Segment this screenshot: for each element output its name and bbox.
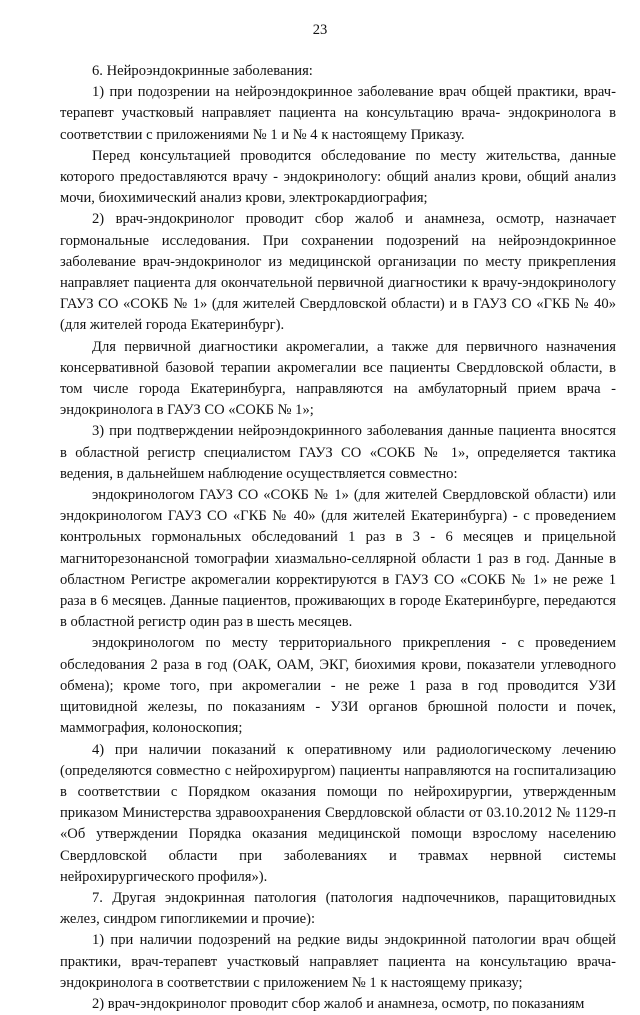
paragraph: Перед консультацией проводится обследование по месту жительства, данные которого предоставляются врачу - эндокринологу: общий анализ крови, общий анализ мочи, биохимический анализ крови, электрокардиография; [60, 147, 616, 207]
paragraph: эндокринологом по месту территориального прикрепления - с проведением обследования 2 раза в год (ОАК, ОАМ, ЭКГ, биохимия крови, показатели углеводного обмена); кроме того, при акромегалии - не реже 1 раза в год проводится УЗИ щитовидной железы, по показаниям - УЗИ органов брюшной полости и почек, маммография, колоноскопия; [60, 635, 616, 737]
paragraph: эндокринологом ГАУЗ СО «СОКБ № 1» (для жителей Свердловской области) или эндокринологом ГАУЗ СО «ГКБ № 40» (для жителей Екатеринбурга) - с проведением контрольных гормональных обследований 1 раз в 3 - 6 месяцев и прицельной магниторезонансной томографии хиазмально-селлярной области 1 раз в год. Данные в областном Регистре акромегалии корректируются в ГАУЗ СО «СОКБ № 1» не реже 1 раза в 6 месяцев. Данные пациентов, проживающих в городе Екатеринбурге, передаются в областной регистр один раз в шесть месяцев. [60, 487, 616, 631]
page-number: 23 [312, 22, 328, 38]
paragraph: Для первичной диагностики акромегалии, а также для первичного назначения консервативной базовой терапии акромегалии все пациенты Свердловской области, в том числе города Екатеринбурга, направляются на амбулаторный прием врача - эндокринолога в ГАУЗ СО «СОКБ № 1»; [60, 338, 616, 419]
paragraph: 7. Другая эндокринная патология (патология надпочечников, паращитовидных желез, синдром гипогликемии и прочие): [60, 889, 616, 928]
paragraph: 6. Нейроэндокринные заболевания: [92, 63, 313, 79]
paragraph: 1) при подозрении на нейроэндокринное заболевание врач общей практики, врач-терапевт участковый направляет пациента на консультацию врача- эндокринолога в соответствии с приложениями № 1 и № 4 к настоящему Приказу. [60, 84, 616, 143]
paragraph: 1) при наличии подозрений на редкие виды эндокринной патологии врач общей практики, врач-терапевт участковый направляет пациента на консультацию врача-эндокринолога в соответствии с приложением № 1 к настоящему приказу; [60, 932, 616, 991]
paragraph: 2) врач-эндокринолог проводит сбор жалоб и анамнеза, осмотр, по показаниям [92, 995, 585, 1012]
paragraph: 4) при наличии показаний к оперативному или радиологическому лечению (определяются совместно с нейрохирургом) пациенты направляются на госпитализацию в соответствии с Порядком оказания помощи по нейрохирургии, утвержденным приказом Министерства здравоохранения Свердловской области от 03.10.2012 № 1129-п «Об утверждении Порядка оказания медицинской помощи взрослому населению Свердловской области при заболеваниях и травмах нервной системы нейрохирургического профиля»). [60, 741, 616, 885]
paragraph: 3) при подтверждении нейроэндокринного заболевания данные пациента вносятся в областной регистр специалистом ГАУЗ СО «СОКБ № 1», определяется тактика ведения, в дальнейшем наблюдение осуществляется совместно: [60, 423, 616, 482]
paragraph: 2) врач-эндокринолог проводит сбор жалоб и анамнеза, осмотр, назначает гормональные исследования. При сохранении подозрений на нейроэндокринное заболевание врач-эндокринолог из медицинской организации по месту прикрепления направляет пациента для окончательной первичной диагностики к врачу-эндокринологу ГАУЗ СО «СОКБ № 1» (для жителей Свердловской области) и в ГАУЗ СО «ГКБ № 40» (для жителей города Екатеринбург). [60, 211, 616, 334]
document-body [60, 61, 616, 1015]
